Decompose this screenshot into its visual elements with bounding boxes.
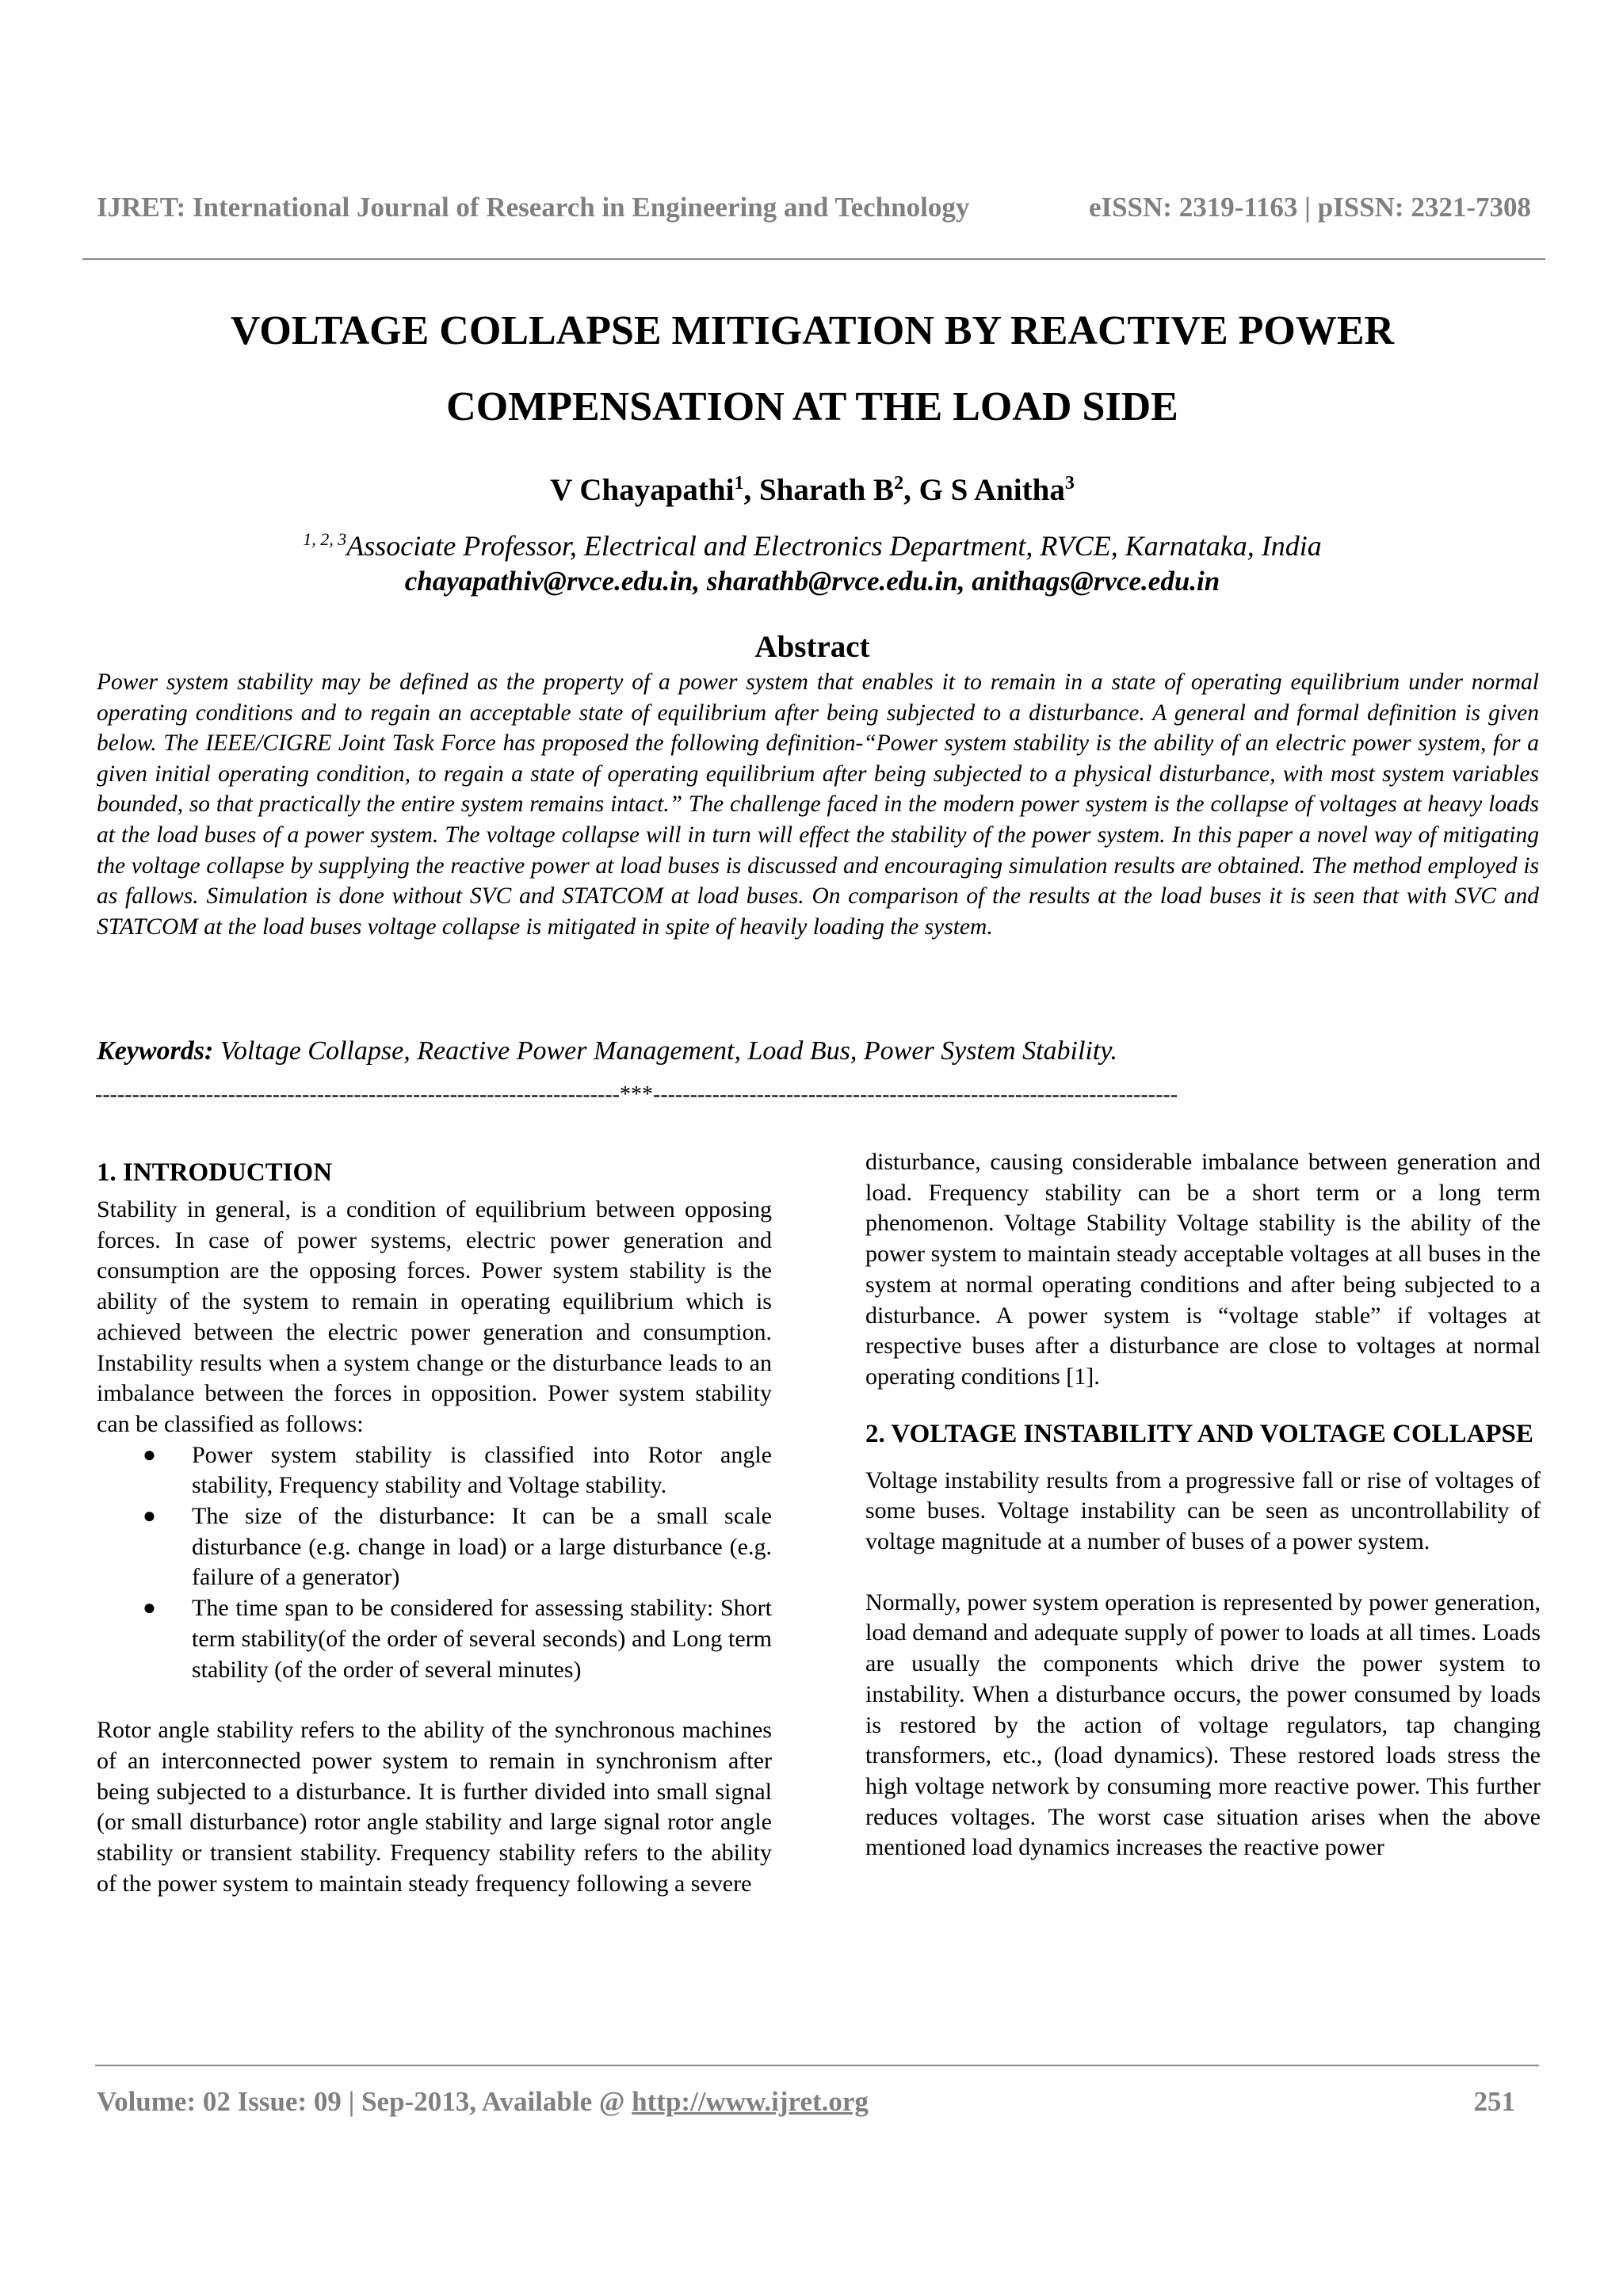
section-heading-voltage-instability: 2. VOLTAGE INSTABILITY AND VOLTAGE COLLAPSE xyxy=(865,1419,1533,1448)
keywords-text: Voltage Collapse, Reactive Power Management, Load Bus, Power System Stability. xyxy=(213,1036,1118,1066)
author-separator: , xyxy=(903,473,919,507)
keywords-label: Keywords: xyxy=(97,1036,214,1066)
author-1-affil: 1 xyxy=(734,473,744,494)
list-item xyxy=(143,1440,772,1501)
affiliation xyxy=(95,529,1529,563)
journal-url-link[interactable]: http://www.ijret.org xyxy=(632,2086,869,2117)
bullet-icon: ● xyxy=(143,1504,156,1529)
bullet-icon: ● xyxy=(143,1596,156,1621)
abstract-text: Power system stability may be defined as the property of a power system that enables it to remain in a state of operating equilibrium under normal operating conditions and to regain an acceptable state of equilibrium after being subjected to a disturbance. A general and formal definition is given below. The IEEE/CIGRE Joint Task Force has proposed the following definition-“Power system stability is the ability of an electric power system, for a given initial operating condition, to regain a state of operating equilibrium after being subjected to a physical disturbance, with most system variables bounded, so that practically the entire system remains intact.” The challenge faced in the modern power system is the collapse of voltages at heavy loads at the load buses of a power system. The voltage collapse will in turn will effect the stability of the power system. In this paper a novel way of mitigating the voltage collapse by supplying the reactive power at load buses is discussed and encouraging simulation results are obtained. The method employed is as fallows. Simulation is done without SVC and STATCOM at load buses. On comparison of the results at the load buses it is seen that with SVC and STATCOM at the load buses voltage collapse is mitigated in spite of heavily loading the system. xyxy=(97,669,1539,940)
author-2-affil: 2 xyxy=(894,473,904,494)
author-separator: , xyxy=(743,473,759,507)
author-1: V Chayapathi xyxy=(550,473,735,507)
title-line-2: COMPENSATION AT THE LOAD SIDE xyxy=(446,384,1178,429)
intro-paragraph-1: Stability in general, is a condition of equilibrium between opposing forces. In case of power systems, electric power generation and consumption are the opposing forces. Power system stability is the ability of the system to remain in operating equilibrium which is achieved between the electric power generation and consumption. Instability results when a system change or the disturbance leads to an imbalance between the forces in opposition. Power system stability can be classified as follows: xyxy=(97,1196,772,1437)
paragraph-gap xyxy=(865,1558,1541,1588)
intro-paragraph-2: Rotor angle stability refers to the ability of the synchronous machines of an interconnected power system to remain in synchronism after being subjected to a disturbance. It is further divided into small signal (or small disturbance) rotor angle stability and large signal rotor angle stability or transient stability. Frequency stability refers to the ability of the power system to maintain steady frequency following a severe xyxy=(97,1717,772,1897)
affiliation-text: Associate Professor, Electrical and Electronics Department, RVCE, Karnataka, India xyxy=(346,530,1322,562)
bullet-icon: ● xyxy=(143,1442,156,1467)
left-column xyxy=(97,1147,772,1899)
right-column xyxy=(865,1147,1541,1863)
section-heading-introduction: 1. INTRODUCTION xyxy=(97,1158,333,1187)
list-item xyxy=(143,1501,772,1593)
keywords xyxy=(97,1036,1539,1066)
title-line-1: VOLTAGE COLLAPSE MITIGATION BY REACTIVE POWER xyxy=(230,308,1395,353)
section2-paragraph-2: Normally, power system operation is represented by power generation, load demand and adequate supply of power to loads at all times. Loads are usually the components which drive the power system to instability. When a disturbance occurs, the power consumed by loads is restored by the action of voltage regulators, tap changing transformers, etc., (load dynamics). These restored loads stress the high voltage network by consuming more reactive power. This further reduces voltages. The worst case situation arises when the above mentioned load dynamics increases the reactive power xyxy=(865,1589,1541,1861)
issn-info: eISSN: 2319-1163 | pISSN: 2321-7308 xyxy=(1088,192,1531,223)
volume-info: Volume: 02 Issue: 09 | Sep-2013, Available @ xyxy=(97,2086,632,2117)
author-3: G S Anitha xyxy=(918,473,1065,507)
intro-paragraph-3: disturbance, causing considerable imbalance between generation and load. Frequency stability can be a short term or a long term phenomenon. Voltage Stability Voltage stability is the ability of the power system to maintain steady acceptable voltages at all buses in the system at normal operating conditions and after being subjected to a disturbance. A power system is “voltage stable” if voltages at respective buses after a disturbance are close to voltages at normal operating conditions [1]. xyxy=(865,1149,1541,1390)
paragraph-gap xyxy=(97,1685,772,1715)
stability-classification-list xyxy=(97,1440,772,1686)
running-footer xyxy=(97,2086,1515,2118)
author-3-affil: 3 xyxy=(1064,473,1075,494)
section2-paragraph-1: Voltage instability results from a progressive fall or rise of voltages of some buses. Voltage instability can be seen as uncontrollability of voltage magnitude at a number of buses of a power system. xyxy=(865,1466,1541,1555)
running-header xyxy=(97,192,1531,223)
paper-title xyxy=(95,293,1529,445)
author-list xyxy=(95,472,1529,508)
author-2: Sharath B xyxy=(758,473,895,507)
journal-name: IJRET: International Journal of Research in Engineering and Technology xyxy=(97,192,970,223)
affiliation-marks: 1, 2, 3 xyxy=(303,529,347,549)
footer-rule xyxy=(95,2065,1539,2066)
header-rule xyxy=(82,258,1545,260)
page-number: 251 xyxy=(1473,2086,1515,2117)
list-item-text: Power system stability is classified into Rotor angle stability, Frequency stability and Voltage stability. xyxy=(192,1441,772,1499)
list-item-text: The size of the disturbance: It can be a small scale disturbance (e.g. change in load) or a large disturbance (e.g. failure of a generator) xyxy=(192,1503,772,1591)
list-item xyxy=(143,1593,772,1685)
list-item-text: The time span to be considered for assessing stability: Short term stability(of the order of several seconds) and Long term stability (of the order of several minutes) xyxy=(192,1595,772,1683)
section-separator: -----------------------------------------------------------------------***----------------------------------------------------------------------- xyxy=(95,1082,1178,1107)
abstract-heading: Abstract xyxy=(754,630,870,664)
author-emails: chayapathiv@rvce.edu.in, sharathb@rvce.edu.in, anithags@rvce.edu.in xyxy=(404,566,1220,597)
